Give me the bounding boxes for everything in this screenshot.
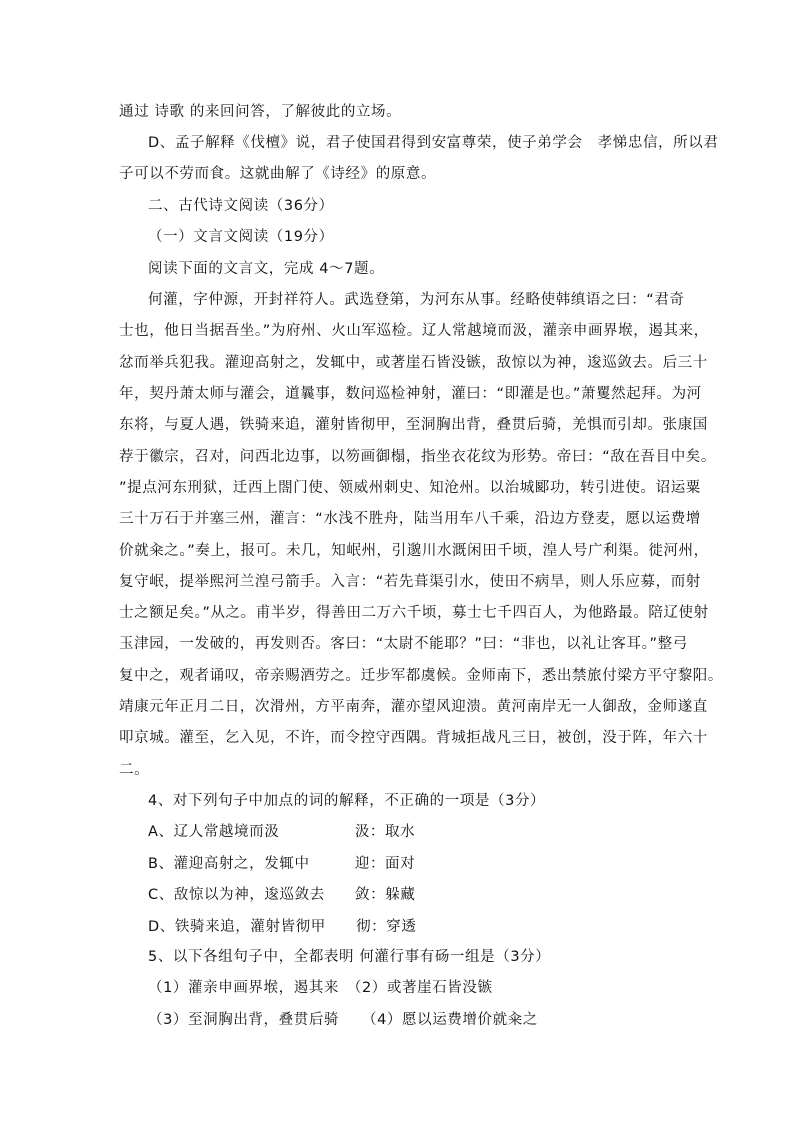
question-5-items-row-1: （1）灌亲申画界堠，遏其来 （2）或著崖石皆没镞 [148,980,493,996]
question-4-option-d: D、铁骑来追，灌射皆彻甲 彻：穿透 [148,919,417,935]
passage-line: 叩京城。灌至，乞入见，不许，而令控守西隅。背城拒战凡三日，被创，没于阵，年六十 [119,730,708,746]
passage-line: 何灌，字仲源，开封祥符人。武选登第，为河东从事。经略使韩缜语之曰：“君奇 [148,292,685,308]
passage-line: 年，契丹萧太师与灌会，道曩事，数问巡检神射，灌曰：“即灌是也。”萧矍然起拜。为河 [119,386,702,402]
question-5-items-row-2: （3）至洞胸出背，叠贯后骑 （4）愿以运费增价就籴之 [148,1012,538,1028]
passage-line: 价就籴之。”奏上，报可。未几，知岷州，引邈川水溉闲田千顷，湟人号广利渠。徙河州， [119,543,709,559]
subsection-heading: （一）文言文阅读（19分） [148,229,334,245]
passage-line: 荐于徽宗，召对，问西北边事，以笏画御榻，指坐衣花纹为形势。帝曰：“敌在吾目中矣。 [119,449,717,465]
paragraph-line: 子可以不劳而食。这就曲解了《诗经》的原意。 [119,166,437,182]
question-5-prompt: 5、以下各组句子中，全都表明 何灌行事有砀一组是（3分） [148,949,551,965]
passage-line: 忿而举兵犯我。灌迎高射之，发辄中，或著崖石皆没镞，敌惊以为神，逡巡敛去。后三十 [119,355,708,371]
instruction-line: 阅读下面的文言文，完成 4～7题。 [148,261,385,277]
passage-line: 士也，他日当据吾坐。”为府州、火山军巡检。辽人常越境而汲，灌亲申画界堠，遏其来， [119,323,709,339]
question-4-option-b: B、灌迎高射之，发辄中 迎：面对 [148,856,416,872]
passage-line: 靖康元年正月二日，次滑州，方平南奔，灌亦望风迎溃。黄河南岸无一人御敌，金师遂直 [119,699,708,715]
passage-line: ”提点河东刑狱，迁西上閤门使、领威州刺史、知沧州。以治城郾功，转引进使。诏运粟 [119,480,701,496]
question-4-prompt: 4、对下列句子中加点的词的解释，不正确的一项是（3分） [148,793,546,809]
question-4-option-a: A、辽人常越境而汲 汲：取水 [148,824,416,840]
passage-line: 东将，与夏人遇，铁骑来追，灌射皆彻甲，至洞胸出背，叠贯后骑，羌惧而引却。张康国 [119,417,708,433]
passage-line: 复守岷，提举熙河兰湟弓箭手。入言：“若先葺渠引水，使田不病旱，则人乐应募，而射 [119,574,701,590]
passage-line: 玉津园，一发破的，再发则否。客曰：“太尉不能耶？”曰：“非也，以礼让客耳。”整弓 [119,636,688,652]
option-d-line: D、孟子解释《伐檀》说，君子使国君得到安富尊荣，使子弟学会 孝悌忠信，所以君 [148,135,719,151]
passage-line: 士之额足矣。”从之。甫半岁，得善田二万六千顷，募士七千四百人，为他路最。陪辽使射 [119,605,709,621]
section-heading: 二、古代诗文阅读（36分） [148,198,334,214]
paragraph-line: 通过 诗歌 的来回问答，了解彼此的立场。 [119,104,402,120]
question-4-option-c: C、敌惊以为神，逡巡敛去 敛：躲藏 [148,887,416,903]
passage-line: 二。 [119,762,150,778]
passage-line: 三十万石于并塞三州，灌言：“水浅不胜舟，陆当用车八千乘，沿边方登麦，愿以运费增 [119,511,701,527]
passage-line: 复中之，观者诵叹，帝亲赐酒劳之。迁步军都虞候。金师南下，悉出禁旅付梁方平守黎阳。 [119,668,723,684]
